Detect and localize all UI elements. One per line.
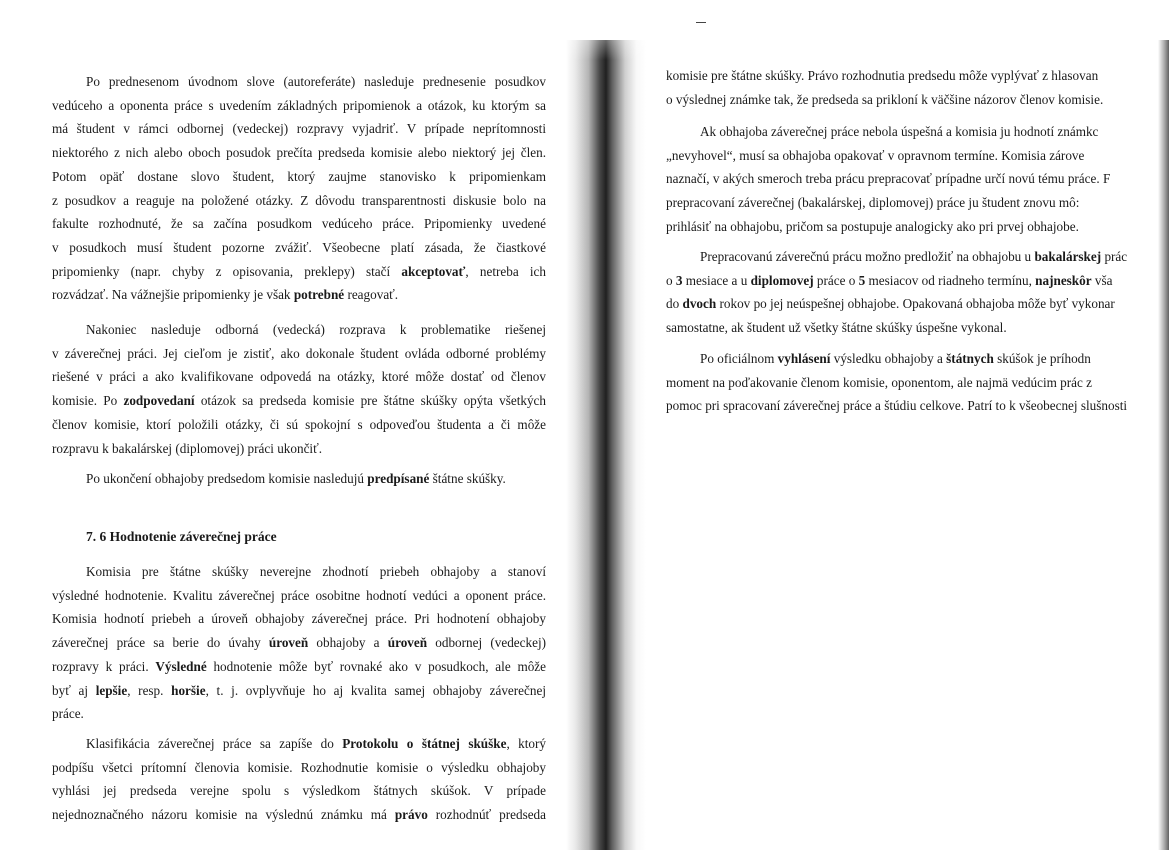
text-line: prihlásiť na obhajobu, pričom sa postupuje analogicky ako pri prvej obhajobe. (666, 218, 1079, 234)
text-line: Klasifikácia záverečnej práce sa zapíše do Protokolu o štátnej skúške, ktorý (86, 736, 546, 751)
text-line: pomoc pri spracovaní záverečnej práce a štúdiu celkove. Patrí to k všeobecnej slušnosti (666, 398, 1128, 414)
paragraph-rozprava (52, 318, 546, 460)
emphasis: 3 (675, 272, 683, 288)
emphasis: horšie (171, 682, 206, 698)
left-page (0, 0, 580, 850)
emphasis: Protokolu o štátnej skúške (342, 736, 507, 751)
text-line: má študent v rámci odbornej (vedeckej) rozpravy vyjadriť. V prípade neprítomnosti (52, 121, 546, 137)
emphasis: bakalárskej (1034, 249, 1102, 264)
text-line: rozpravy k práci. Výsledné hodnotenie môže byť rovnaké ako v posudkoch, ale môže (52, 658, 546, 674)
text-line: Po ukončení obhajoby predsedom komisie nasledujú predpísané štátne skúšky. (86, 471, 506, 486)
emphasis: úroveň (268, 635, 309, 651)
text-line: Potom opäť dostane slovo študent, ktorý zaujme stanovisko k pripomienkam (52, 168, 546, 184)
emphasis: lepšie (95, 682, 128, 698)
paragraph-klasifikacia (52, 732, 546, 827)
text-line: práce. (52, 706, 84, 722)
text-line: v záverečnej práci. Jej cieľom je zistiť, ako dokonale študent ovláda odborné problémy (52, 345, 546, 361)
text-line: prepracovaní záverečnej (bakalárskej, diplomovej) práce ju študent znovu mô: (666, 195, 1080, 211)
text-line: výsledné hodnotenie. Kvalitu záverečnej práce osobitne hodnotí vedúci a oponent práce. (52, 587, 546, 603)
text-line: nejednoznačného názoru komisie na výslednú známku má právo rozhodnúť predseda (52, 807, 547, 823)
text-line: rozpravu k bakalárskej (diplomovej) práci ukončiť. (52, 440, 323, 456)
text-line: pripomienky (napr. chyby z opisovania, preklepy) stačí akceptovať, netreba ich (52, 263, 546, 279)
text-line: samostatne, ak študent už všetky štátne skúšky úspešne vykonal. (666, 320, 1007, 336)
paragraph-pravo-predsedu (666, 64, 1169, 111)
emphasis: diplomovej (750, 272, 814, 288)
paragraph-ukoncenie (52, 467, 546, 491)
text-line: naznačí, v akých smeroch treba prácu prepracovať prípadne určí novú tému práce. F (666, 171, 1111, 187)
text-line: Po oficiálnom vyhlásení výsledku obhajoby a štátnych skúšok je príhodn (700, 351, 1091, 366)
text-line: riešené v práci a ako kvalifikovane odpovedá na otázky, ktoré môže dostať od členov (52, 369, 546, 385)
text-line: rozvádzať. Na vážnejšie pripomienky je však potrebné reagovať. (52, 287, 399, 303)
emphasis: akceptovať (401, 263, 466, 279)
text-line: záverečnej práce sa berie do úvahy úroveň obhajoby a úroveň odbornej (vedeckej) (52, 635, 546, 651)
text-line: o výslednej známke tak, že predseda sa prikloní k väčšine názorov členov komisie. (666, 91, 1104, 107)
text-line: Nakoniec nasleduje odborná (vedecká) rozprava k problematike riešenej (86, 322, 546, 337)
emphasis: najneskôr (1035, 272, 1092, 288)
text-line: Komisia pre štátne skúšky neverejne zhodnotí priebeh obhajoby a stanoví (86, 564, 546, 579)
text-line: v posudkoch musí študent pozorne zvážiť. Všeobecne platí zásada, že čiastkové (52, 239, 546, 255)
section-heading: 7. 6 Hodnotenie záverečnej práce (86, 529, 277, 544)
emphasis: štátnych (946, 351, 994, 366)
emphasis: úroveň (387, 635, 428, 651)
text-line: z posudkov a reaguje na položené otázky. Z dôvodu transparentnosti diskusie bolo na (52, 192, 546, 208)
text-line: komisie. Po zodpovedaní otázok sa predseda komisie pre štátne skúšky opýta všetkých (52, 393, 546, 409)
text-line: vedúceho a oponenta práce s uvedením základných pripomienok a otázok, ku ktorým sa (52, 97, 546, 113)
paragraph-hodnotenie (52, 560, 546, 726)
text-line: Po prednesenom úvodnom slove (autoreferáte) nasleduje prednesenie posudkov (86, 74, 546, 89)
text-line: byť aj lepšie, resp. horšie, t. j. ovplyvňuje ho aj kvalita samej obhajoby záverečnej (52, 682, 546, 698)
text-line: Komisia hodnotí priebeh a úroveň obhajoby záverečnej práce. Pri hodnotení obhajoby (52, 611, 546, 627)
text-line: fakulte rozhodnuté, že sa začína posudkom vedúceho práce. Pripomienky uvedené (52, 216, 546, 232)
emphasis: zodpovedaní (123, 393, 195, 409)
text-line: podpíšu všetci prítomní členovia komisie. Rozhodnutie komisie o výsledku obhajoby (52, 759, 546, 775)
right-page (640, 0, 1169, 850)
emphasis: potrebné (293, 287, 345, 303)
text-line: moment na poďakovanie členom komisie, oponentom, ale najmä vedúcim prác z (666, 374, 1092, 390)
text-line: komisie pre štátne skúšky. Právo rozhodnutia predsedu môže vyplývať z hlasovan (666, 68, 1099, 83)
text-line: členov komisie, ktorí položili otázky, či sú spokojní s odpoveďou študenta a či môže (52, 416, 546, 432)
emphasis: právo (394, 807, 428, 823)
emphasis: vyhlásení (777, 351, 831, 366)
emphasis: Výsledné (155, 658, 207, 674)
text-line: Prepracovanú záverečnú prácu možno predložiť na obhajobu u bakalárskej prác (700, 249, 1128, 264)
text-line: vyhlási jej predseda verejne spolu s výsledkom štátnych skúšok. V prípade (52, 783, 546, 799)
paragraph-neuspesna-obhajoba (666, 120, 1169, 239)
text-line: „nevyhovel“, musí sa obhajoba opakovať v opravnom termíne. Komisia zárove (666, 147, 1085, 163)
paragraph-posudky (52, 70, 546, 307)
emphasis: predpísané (367, 471, 430, 486)
text-line: do dvoch rokov po jej neúspešnej obhajobe. Opakovaná obhajoba môže byť vykonar (666, 296, 1115, 312)
text-line: niektorého z nich alebo oboch posudok prečíta predseda komisie alebo niektorý jej člen. (52, 145, 546, 161)
emphasis: dvoch (682, 296, 717, 312)
text-line: Ak obhajoba záverečnej práce nebola úspešná a komisia ju hodnotí známkc (700, 124, 1099, 139)
emphasis: 5 (858, 272, 866, 288)
paragraph-podakovanie (666, 347, 1169, 418)
paragraph-prepracovana-praca (666, 245, 1169, 340)
text-line: o 3 mesiace a u diplomovej práce o 5 mesiacov od riadneho termínu, najneskôr vša (666, 272, 1113, 288)
